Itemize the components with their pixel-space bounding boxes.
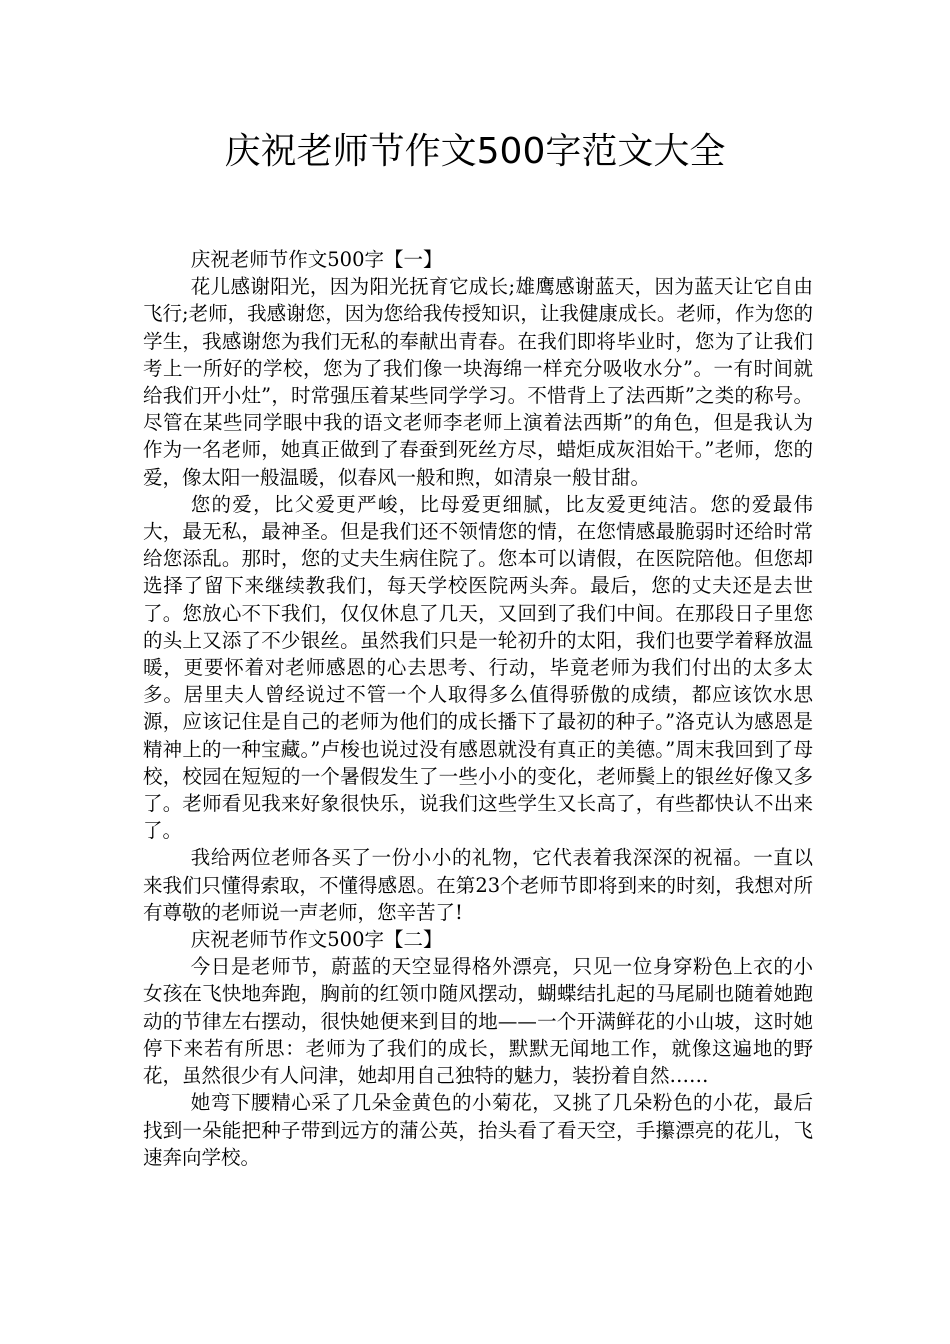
- section-heading-2: 庆祝老师节作文500字【二】: [190, 928, 443, 952]
- section-heading-1: 庆祝老师节作文500字【一】: [190, 248, 443, 271]
- body-paragraph-3: 我给两位老师各买了一份小小的礼物，它代表着我深深的祝福。一直以来我们只懂得索取，不懂得感恩。在第23个老师节即将到来的时刻，我想对所有尊敬的老师说一声老师，您辛苦了!: [143, 846, 813, 924]
- body-paragraph-2: 您的爱，比父爱更严峻，比母爱更细腻，比友爱更纯洁。您的爱最伟大，最无私，最神圣。但是我们还不领情您的情，在您情感最脆弱时还给时常给您添乱。那时，您的丈夫生病住院了。您本可以请假，在医院陪他。但您却选择了留下来继续教我们，每天学校医院两头奔。最后，您的丈夫还是去世了。您放心不下我们，仅仅休息了几天，又回到了我们中间。在那段日子里您的头上又添了不少银丝。虽然我们只是一轮初升的太阳，我们也要学着释放温暖，更要怀着对老师感恩的心去思考、行动，毕竟老师为我们付出的太多太多。居里夫人曾经说过不管一个人取得多么值得骄傲的成绩，都应该饮水思源，应该记住是自己的老师为他们的成长播下了最初的种子。”洛克认为感恩是精神上的一种宝藏。”卢梭也说过没有感恩就没有真正的美德。”周末我回到了母校，校园在短短的一个暑假发生了一些小小的变化，老师鬓上的银丝好像又多了。老师看见我来好象很快乐，说我们这些学生又长高了，有些都快认不出来了。: [143, 492, 813, 843]
- document-body: [143, 246, 813, 1171]
- body-paragraph-1: 花儿感谢阳光，因为阳光抚育它成长;雄鹰感谢蓝天，因为蓝天让它自由飞行;老师，我感谢您，因为您给我传授知识，让我健康成长。老师，作为您的学生，我感谢您为我们无私的奉献出青春。在我们即将毕业时，您为了让我们考上一所好的学校，您为了我们像一块海绵一样充分吸收水分”。一有时间就给我们开小灶”，时常强压着某些同学学习。不惜背上了法西斯”之类的称号。尽管在某些同学眼中我的语文老师李老师上演着法西斯”的角色，但是我认为作为一名老师，她真正做到了春蚕到死丝方尽，蜡炬成灰泪始干。”老师，您的爱，像太阳一般温暖，似春风一般和煦，如清泉一般甘甜。: [143, 275, 813, 489]
- document-title: 庆祝老师节作文500字范文大全: [224, 131, 726, 172]
- body-paragraph-5: 她弯下腰精心采了几朵金黄色的小菊花，又挑了几朵粉色的小花，最后找到一朵能把种子带到远方的蒲公英，抬头看了看天空，手攥漂亮的花儿，飞速奔向学校。: [143, 1091, 813, 1169]
- body-paragraph-4: 今日是老师节，蔚蓝的天空显得格外漂亮，只见一位身穿粉色上衣的小女孩在飞快地奔跑，胸前的红领巾随风摆动，蝴蝶结扎起的马尾刷也随着她跑动的节律左右摆动，很快她便来到目的地——一个开满鲜花的小山坡，这时她停下来若有所思：老师为了我们的成长，默默无闻地工作，就像这遍地的野花，虽然很少有人问津，她却用自己独特的魅力，装扮着自然……: [143, 955, 813, 1088]
